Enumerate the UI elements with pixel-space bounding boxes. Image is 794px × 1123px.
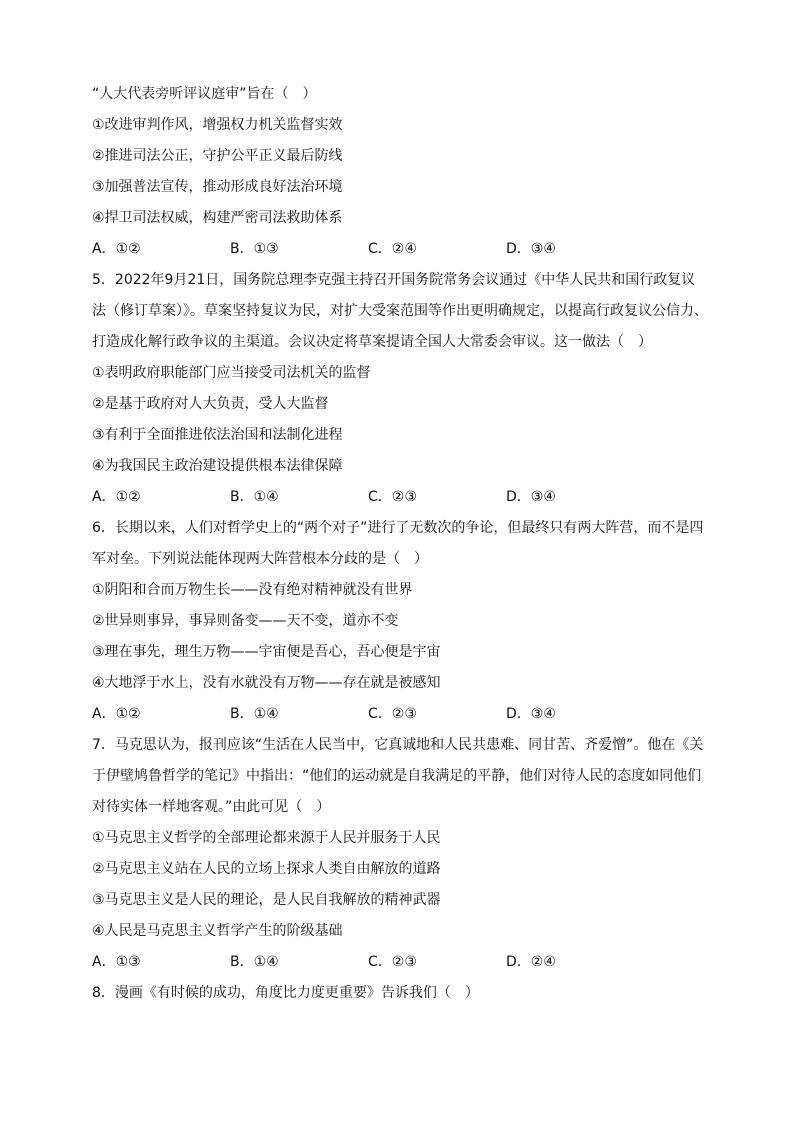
choice-d: D．③④ xyxy=(506,706,556,722)
choice-a: A．①② xyxy=(92,241,141,257)
choice-d: D．③④ xyxy=(506,241,556,257)
question-stem: 8．漫画《有时候的成功，角度比力度更重要》告诉我们（ ） xyxy=(92,985,479,1001)
option: ④人民是马克思主义哲学产生的阶级基础 xyxy=(92,923,343,939)
question-5 xyxy=(92,265,718,513)
question-4 xyxy=(92,79,718,265)
answer-choices xyxy=(92,234,718,265)
question-stem: “人大代表旁听评议庭审”旨在（ ） xyxy=(92,86,317,102)
option: ③理在事先，理生万物——宇宙便是吾心，吾心便是宇宙 xyxy=(92,644,441,660)
option: ①阴阳和合而万物生长——没有绝对精神就没有世界 xyxy=(92,582,413,598)
option: ②是基于政府对人大负责，受人大监督 xyxy=(92,396,329,412)
option: ①表明政府职能部门应当接受司法机关的监督 xyxy=(92,365,371,381)
answer-choices xyxy=(92,482,718,513)
question-stem-line: 法（修订草案）》。草案坚持复议为民，对扩大受案范围等作出更明确规定，以提高行政复议公信力、 xyxy=(92,303,708,319)
option: ④捍卫司法权威，构建严密司法救助体系 xyxy=(92,210,343,226)
question-stem-line: 于伊壁鸠鲁哲学的笔记》中指出：“他们的运动就是自我满足的平静，他们对待人民的态度如同他们 xyxy=(92,768,702,784)
exam-content xyxy=(92,79,718,1009)
choice-d: D．②④ xyxy=(506,954,556,970)
question-7 xyxy=(92,730,718,978)
option: ③马克思主义是人民的理论，是人民自我解放的精神武器 xyxy=(92,892,441,908)
option: ②世异则事异，事异则备变——天不变，道亦不变 xyxy=(92,613,399,629)
choice-c: C．②④ xyxy=(368,241,417,257)
question-8 xyxy=(92,978,718,1009)
question-stem-line: 对待实体一样地客观。”由此可见（ ） xyxy=(92,799,331,815)
question-stem-line: 5．2022年9月21日，国务院总理李克强主持召开国务院常务会议通过《中华人民共和国行政复议 xyxy=(92,272,696,288)
question-6 xyxy=(92,513,718,730)
choice-c: C．②③ xyxy=(368,706,417,722)
answer-choices xyxy=(92,947,718,978)
choice-a: A．①② xyxy=(92,489,141,505)
option: ④为我国民主政治建设提供根本法律保障 xyxy=(92,458,343,474)
choice-a: A．①③ xyxy=(92,954,141,970)
choice-c: C．②③ xyxy=(368,489,417,505)
option: ③加强普法宣传，推动形成良好法治环境 xyxy=(92,179,343,195)
option: ①马克思主义哲学的全部理论都来源于人民并服务于人民 xyxy=(92,830,441,846)
answer-choices xyxy=(92,699,718,730)
option: ②推进司法公正，守护公平正义最后防线 xyxy=(92,148,343,164)
question-stem-line: 打造成化解行政争议的主渠道。会议决定将草案提请全国人大常委会审议。这一做法（ ） xyxy=(92,334,652,350)
option: ④大地浮于水上，没有水就没有万物——存在就是被感知 xyxy=(92,675,441,691)
choice-b: B．①④ xyxy=(230,954,279,970)
option: ①改进审判作风，增强权力机关监督实效 xyxy=(92,117,343,133)
choice-a: A．①② xyxy=(92,706,141,722)
choice-b: B．①④ xyxy=(230,706,279,722)
question-stem-line: 军对垒。下列说法能体现两大阵营根本分歧的是（ ） xyxy=(92,551,428,567)
option: ②马克思主义站在人民的立场上探求人类自由解放的道路 xyxy=(92,861,441,877)
question-stem-line: 6．长期以来，人们对哲学史上的“两个对子”进行了无数次的争论，但最终只有两大阵营，而不是四 xyxy=(92,520,704,536)
choice-c: C．②③ xyxy=(368,954,417,970)
question-stem-line: 7．马克思认为，报刊应该“生活在人民当中，它真诚地和人民共患难、同甘苦、齐爱憎”。他在《关 xyxy=(92,737,704,753)
option: ③有利于全面推进依法治国和法制化进程 xyxy=(92,427,343,443)
choice-d: D．③④ xyxy=(506,489,556,505)
choice-b: B．①③ xyxy=(230,241,279,257)
choice-b: B．①④ xyxy=(230,489,279,505)
